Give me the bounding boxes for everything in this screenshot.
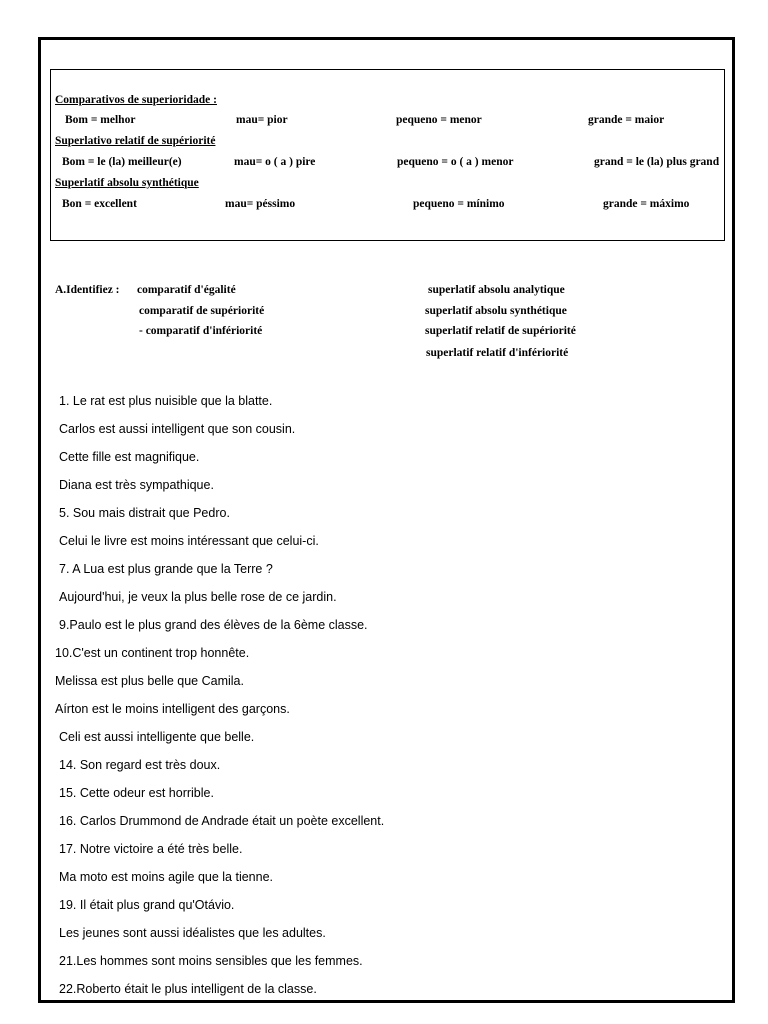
row1-col3: pequeno = menor bbox=[396, 114, 482, 126]
heading-superlatif-absolu: Superlatif absolu synthétique bbox=[55, 177, 199, 189]
row1-col1: Bom = melhor bbox=[65, 114, 136, 126]
row2-col4: grand = le (la) plus grand bbox=[594, 156, 720, 168]
sentence-6: Celui le livre est moins intéressant que celui-ci. bbox=[59, 534, 319, 548]
identify-left-option-1: comparatif d'égalité bbox=[137, 284, 236, 296]
sentence-13: Celi est aussi intelligente que belle. bbox=[59, 730, 255, 744]
sentence-2: Carlos est aussi intelligent que son cousin. bbox=[59, 422, 296, 436]
sentence-22: 22.Roberto était le plus intelligent de la classe. bbox=[59, 982, 317, 996]
identify-left-option-2: comparatif de supériorité bbox=[139, 305, 265, 317]
heading-comparativos: Comparativos de superioridade : bbox=[55, 94, 217, 106]
sentence-16: 16. Carlos Drummond de Andrade était un poète excellent. bbox=[59, 814, 385, 828]
identify-right-option-3: superlatif relatif de supériorité bbox=[425, 325, 576, 337]
identify-label: A.Identifiez : bbox=[55, 284, 120, 296]
row3-col4: grande = máximo bbox=[603, 198, 690, 210]
sentence-3: Cette fille est magnifique. bbox=[59, 450, 200, 464]
row2-col2: mau= o ( a ) pire bbox=[234, 156, 316, 168]
row3-col1: Bon = excellent bbox=[62, 198, 137, 210]
sentence-1: 1. Le rat est plus nuisible que la blatte. bbox=[59, 394, 273, 408]
identify-right-option-2: superlatif absolu synthétique bbox=[425, 305, 567, 317]
sentence-5: 5. Sou mais distrait que Pedro. bbox=[59, 506, 230, 520]
sentence-4: Diana est très sympathique. bbox=[59, 478, 214, 492]
row2-col1: Bom = le (la) meilleur(e) bbox=[62, 156, 182, 168]
sentence-12: Aírton est le moins intelligent des garçons. bbox=[55, 702, 290, 716]
sentence-10: 10.C'est un continent trop honnête. bbox=[55, 646, 250, 660]
sentence-8: Aujourd'hui, je veux la plus belle rose de ce jardin. bbox=[59, 590, 337, 604]
sentence-14: 14. Son regard est très doux. bbox=[59, 758, 221, 772]
sentence-20: Les jeunes sont aussi idéalistes que les adultes. bbox=[59, 926, 326, 940]
sentence-9: 9.Paulo est le plus grand des élèves de la 6ème classe. bbox=[59, 618, 368, 632]
identify-left-option-3: - comparatif d'infériorité bbox=[139, 325, 263, 337]
sentence-11: Melissa est plus belle que Camila. bbox=[55, 674, 244, 688]
heading-superlativo-relatif: Superlativo relatif de supériorité bbox=[55, 135, 216, 147]
row1-col2: mau= pior bbox=[236, 114, 288, 126]
sentence-7: 7. A Lua est plus grande que la Terre ? bbox=[59, 562, 273, 576]
sentence-21: 21.Les hommes sont moins sensibles que les femmes. bbox=[59, 954, 363, 968]
row1-col4: grande = maior bbox=[588, 114, 665, 126]
sentence-18: Ma moto est moins agile que la tienne. bbox=[59, 870, 274, 884]
sentence-17: 17. Notre victoire a été très belle. bbox=[59, 842, 243, 856]
row2-col3: pequeno = o ( a ) menor bbox=[397, 156, 514, 168]
identify-right-option-4: superlatif relatif d'infériorité bbox=[426, 347, 569, 359]
identify-right-option-1: superlatif absolu analytique bbox=[428, 284, 565, 296]
row3-col2: mau= péssimo bbox=[225, 198, 296, 210]
row3-col3: pequeno = mínimo bbox=[413, 198, 505, 210]
sentence-19: 19. Il était plus grand qu'Otávio. bbox=[59, 898, 235, 912]
sentence-15: 15. Cette odeur est horrible. bbox=[59, 786, 214, 800]
